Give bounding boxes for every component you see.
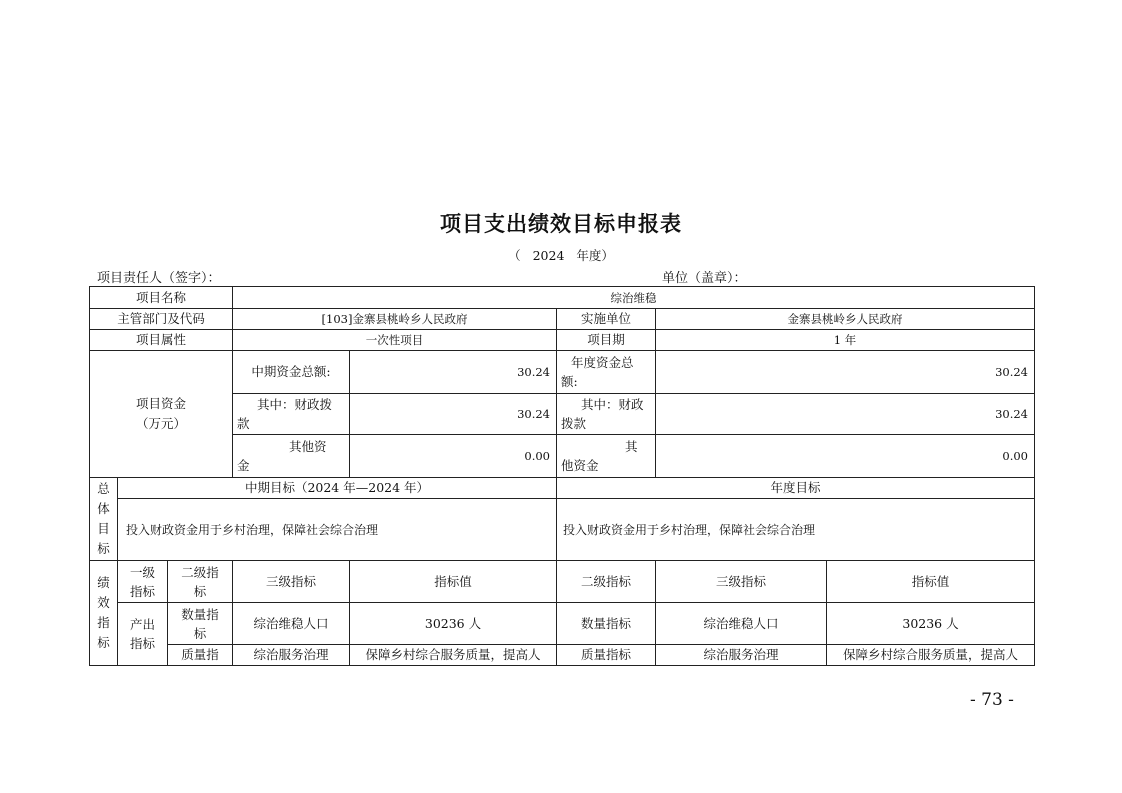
mid-total-label: 中期资金总额:	[233, 351, 350, 394]
impl-unit-value: 金寨县桃岭乡人民政府	[656, 309, 1035, 330]
project-name-value: 综治维稳	[233, 287, 1035, 309]
project-funds-label	[90, 351, 233, 478]
quantity-label-line2: 标	[193, 625, 207, 641]
perf-char-3: 指	[97, 615, 110, 630]
perf-indicator-label	[90, 561, 118, 666]
annual-quantity-value: 30236 人	[827, 603, 1035, 645]
project-funds-label-line2: （万元）	[135, 416, 186, 431]
quality-value: 保障乡村综合服务质量，提高人	[350, 645, 557, 666]
quantity-level3: 综治维稳人口	[233, 603, 350, 645]
annual-quality-value: 保障乡村综合服务质量，提高人	[827, 645, 1035, 666]
period-label: 项目期	[557, 330, 656, 351]
project-funds-label-line1: 项目资金	[135, 396, 186, 411]
level2-header-line2: 标	[193, 583, 207, 599]
annual-other-label-line1: 其	[625, 439, 638, 454]
mid-goal-header: 中期目标（2024 年—2024 年）	[118, 478, 557, 499]
perf-char-1: 绩	[97, 575, 110, 590]
annual-other-value: 0.00	[656, 435, 1035, 478]
mid-total-value: 30.24	[350, 351, 557, 394]
annual-quality-label: 质量指标	[557, 645, 656, 666]
quality-level3: 综治服务治理	[233, 645, 350, 666]
annual-total-label	[557, 351, 656, 394]
annual-quantity-level3: 综治维稳人口	[656, 603, 827, 645]
unit-seal-label: 单位（盖章）：	[662, 271, 747, 286]
page-number: - 73 -	[970, 690, 1014, 710]
level2-header-line1: 二级指	[181, 564, 219, 580]
annual-total-label-line2: 额:	[561, 374, 578, 389]
quantity-value: 30236 人	[350, 603, 557, 645]
mid-fiscal-label-line1: 其中：财政拨	[257, 397, 333, 412]
responsible-person-label: 项目责任人（签字）：	[97, 271, 221, 286]
annual-fiscal-label	[557, 394, 656, 435]
overall-goal-char-3: 目	[97, 521, 110, 536]
output-label-line1: 产出	[129, 617, 155, 632]
value-header: 指标值	[350, 561, 557, 603]
level1-header-line2: 指标	[129, 583, 155, 599]
level1-header	[118, 561, 168, 603]
mid-other-value: 0.00	[350, 435, 557, 478]
attr-value: 一次性项目	[233, 330, 557, 351]
annual-goal-text: 投入财政资金用于乡村治理，保障社会综合治理	[557, 499, 1035, 561]
annual-fiscal-label-line2: 拨款	[561, 416, 587, 431]
impl-unit-label: 实施单位	[557, 309, 656, 330]
performance-target-table	[89, 286, 1035, 666]
level3-header: 三级指标	[233, 561, 350, 603]
mid-other-label-line2: 金	[237, 458, 250, 473]
year-line: （ 2024 年度）	[508, 248, 614, 263]
annual-quantity-label: 数量指标	[557, 603, 656, 645]
quantity-indicator-label	[168, 603, 233, 645]
annual-level3-header: 三级指标	[656, 561, 827, 603]
annual-goal-header: 年度目标	[557, 478, 1035, 499]
mid-other-label	[233, 435, 350, 478]
form-title: 项目支出绩效目标申报表	[440, 212, 682, 236]
annual-other-label-line2: 他资金	[561, 458, 599, 473]
overall-goal-char-4: 标	[97, 541, 110, 556]
perf-char-4: 标	[97, 635, 110, 650]
output-indicator-label	[118, 603, 168, 666]
output-label-line2: 指标	[129, 636, 155, 651]
level1-header-line1: 一级	[129, 564, 155, 580]
annual-fiscal-value: 30.24	[656, 394, 1035, 435]
mid-fiscal-value: 30.24	[350, 394, 557, 435]
quality-indicator-label: 质量指	[168, 645, 233, 666]
overall-goal-label	[90, 478, 118, 561]
annual-level2-header: 二级指标	[557, 561, 656, 603]
quantity-label-line1: 数量指	[181, 606, 219, 622]
project-name-label: 项目名称	[90, 287, 233, 309]
dept-label: 主管部门及代码	[90, 309, 233, 330]
mid-goal-text: 投入财政资金用于乡村治理，保障社会综合治理	[118, 499, 557, 561]
annual-total-label-line1: 年度资金总	[571, 355, 634, 370]
mid-other-label-line1: 其他资	[289, 439, 327, 454]
level2-header	[168, 561, 233, 603]
overall-goal-char-2: 体	[97, 501, 110, 516]
mid-fiscal-label	[233, 394, 350, 435]
annual-other-label	[557, 435, 656, 478]
annual-value-header: 指标值	[827, 561, 1035, 603]
annual-quality-level3: 综治服务治理	[656, 645, 827, 666]
perf-char-2: 效	[97, 595, 110, 610]
period-value: 1 年	[656, 330, 1035, 351]
mid-fiscal-label-line2: 款	[237, 416, 250, 431]
overall-goal-char-1: 总	[97, 481, 110, 496]
dept-value: [103]金寨县桃岭乡人民政府	[233, 309, 557, 330]
attr-label: 项目属性	[90, 330, 233, 351]
annual-total-value: 30.24	[656, 351, 1035, 394]
annual-fiscal-label-line1: 其中：财政	[581, 397, 644, 412]
